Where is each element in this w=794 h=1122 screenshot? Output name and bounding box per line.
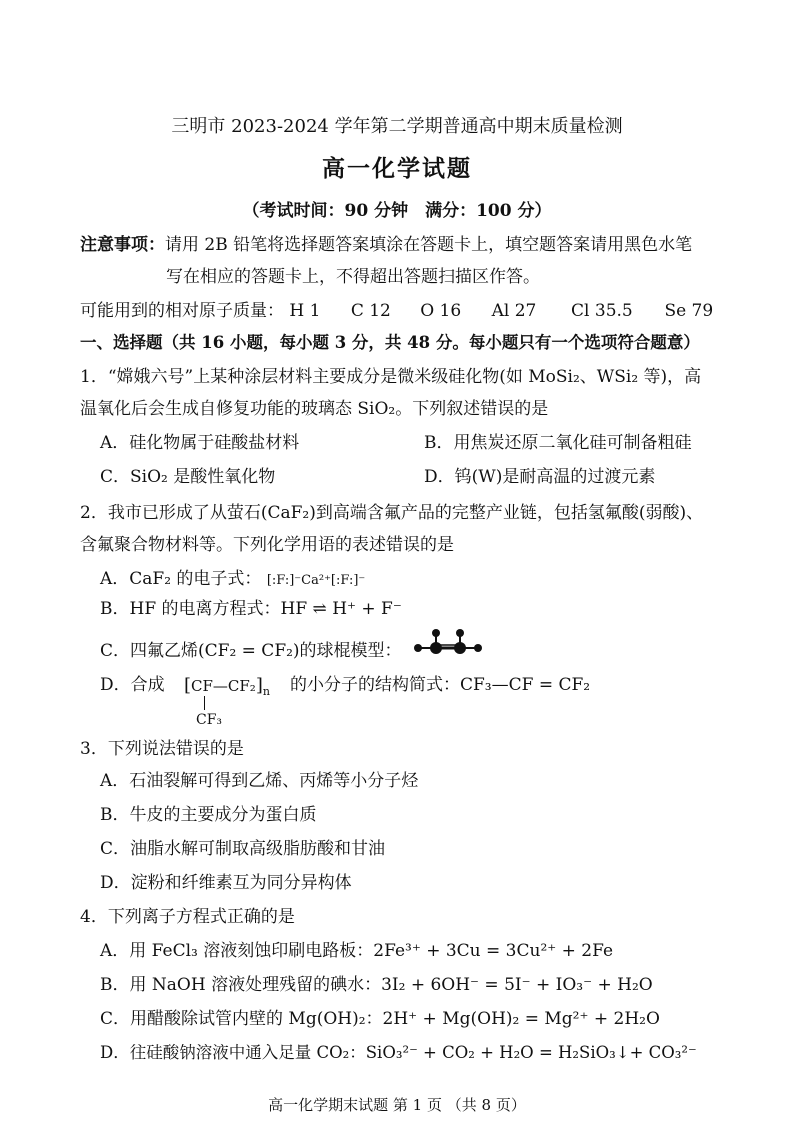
q4-stem: 4．下列离子方程式正确的是	[80, 907, 295, 927]
polymer-left-bracket: [	[184, 675, 192, 696]
notice-line-2: 写在相应的答题卡上，不得超出答题扫描区作答。	[166, 267, 540, 287]
exam-title: 三明市 2023-2024 学年第二学期普通高中期末质量检测	[171, 116, 623, 137]
q3-option-d: D．淀粉和纤维素互为同分异构体	[100, 873, 352, 893]
q1-option-d: D．钨(W)是耐高温的过渡元素	[424, 467, 656, 487]
subject-title: 高一化学试题	[322, 155, 472, 182]
notice-label: 注意事项：	[80, 235, 165, 255]
q2-option-d-text: 的小分子的结构简式：CF₃—CF = CF₂	[290, 675, 591, 695]
mass-se: Se 79	[664, 301, 714, 321]
q2-option-c	[100, 640, 402, 662]
exam-info: （考试时间：90 分钟 满分：100 分）	[242, 201, 552, 221]
q4-option-a: A．用 FeCl₃ 溶液刻蚀印刷电路板：2Fe³⁺ + 3Cu = 3Cu²⁺ + 2Fe	[100, 941, 614, 961]
polymer-right-bracket: ]	[255, 675, 263, 696]
q1-stem-2: 温氧化后会生成自修复功能的玻璃态 SiO₂。下列叙述错误的是	[80, 399, 549, 419]
q1-option-c: C．SiO₂ 是酸性氧化物	[100, 467, 276, 487]
polymer-structure	[184, 675, 270, 698]
atomic-masses	[80, 300, 713, 322]
q2-stem-2: 含氟聚合物材料等。下列化学用语的表述错误的是	[80, 535, 454, 555]
mass-o: O 16	[420, 301, 462, 321]
q1-option-b: B．用焦炭还原二氧化硅可制备粗硅	[424, 433, 692, 453]
q4-option-d: D．往硅酸钠溶液中通入足量 CO₂：SiO₃²⁻ + CO₂ + H₂O = H₂SiO₃↓+ CO₃²⁻	[100, 1043, 697, 1062]
q1-stem-1: 1．“嫦娥六号”上某种涂层材料主要成分是微米级硅化物(如 MoSi₂、WSi₂ 等)，高	[80, 367, 702, 387]
q2-option-d-label: D．合成	[100, 675, 165, 695]
q2-stem-1: 2．我市已形成了从萤石(CaF₂)到高端含氟产品的完整产业链，包括氢氟酸(弱酸)、	[80, 503, 704, 523]
q4-option-b: B．用 NaOH 溶液处理残留的碘水：3I₂ + 6OH⁻ = 5I⁻ + IO₃⁻ + H₂O	[100, 975, 653, 995]
polymer-branch-bond	[204, 696, 205, 710]
q4-option-c: C．用醋酸除试管内壁的 Mg(OH)₂：2H⁺ + Mg(OH)₂ = Mg²⁺ + 2H₂O	[100, 1009, 660, 1029]
q1-option-a: A．硅化物属于硅酸盐材料	[100, 433, 300, 453]
q2-option-a	[100, 568, 365, 592]
q3-option-a: A．石油裂解可得到乙烯、丙烯等小分子烃	[100, 771, 419, 791]
q3-option-b: B．牛皮的主要成分为蛋白质	[100, 805, 317, 825]
q2-option-c-text: C．四氟乙烯(CF₂ = CF₂)的球棍模型：	[100, 641, 402, 661]
mass-cl: Cl 35.5	[571, 301, 633, 321]
q3-option-c: C．油脂水解可制取高级脂肪酸和甘油	[100, 839, 386, 859]
q2-option-b	[100, 598, 402, 620]
q3-stem: 3．下列说法错误的是	[80, 739, 244, 759]
polymer-branch: CF₃	[196, 712, 223, 728]
q2-option-b-text: B．HF 的电离方程式：	[100, 599, 281, 619]
hf-ionization-equation: HF ⇌ H⁺ + F⁻	[280, 599, 402, 619]
section-heading: 一、选择题（共 16 小题，每小题 3 分，共 48 分。每小题只有一个选项符合题意）	[80, 333, 700, 352]
atomic-masses-label: 可能用到的相对原子质量：	[80, 301, 284, 321]
mass-al: Al 27	[491, 301, 537, 321]
notice-line-1	[80, 234, 692, 256]
polymer-main-chain: CF—CF₂	[191, 677, 256, 695]
q2-option-a-text: A．CaF₂ 的电子式：	[100, 569, 262, 589]
page-footer: 高一化学期末试题 第 1 页 （共 8 页）	[268, 1096, 526, 1114]
tetrafluoroethylene-ball-stick-model	[410, 628, 486, 662]
polymer-n: n	[262, 685, 270, 698]
notice-text-1: 请用 2B 铅笔将选择题答案填涂在答题卡上，填空题答案请用黑色水笔	[165, 235, 693, 255]
mass-h: H 1	[289, 301, 321, 321]
mass-c: C 12	[350, 301, 391, 321]
caf2-electron-formula: [:F:]⁻Ca²⁺[:F:]⁻	[266, 573, 366, 588]
